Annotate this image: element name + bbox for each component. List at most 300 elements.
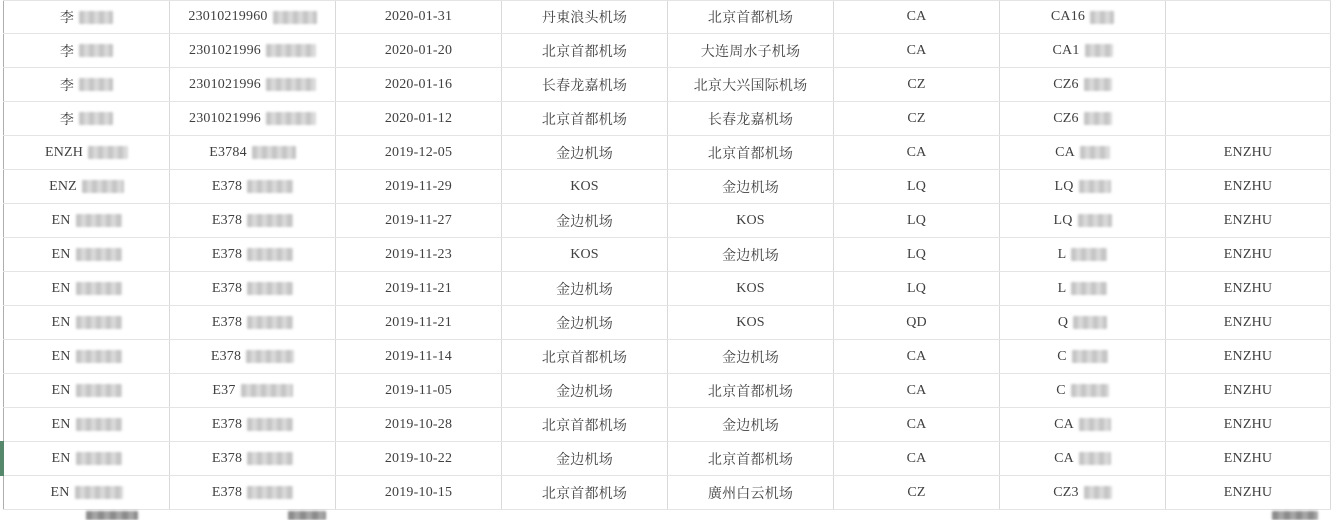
flight-number-text: L [1057, 280, 1067, 296]
id-number-text: 2301021996 [189, 110, 261, 126]
cell-arrival-airport[interactable] [667, 238, 833, 271]
arrival-airport-text: KOS [736, 314, 765, 330]
flight-date-text: 2019-11-21 [385, 280, 452, 296]
flight-number-text: LQ [1053, 212, 1073, 228]
cell-flight-number[interactable] [999, 102, 1165, 135]
cell-airline-code[interactable] [833, 272, 999, 305]
cell-departure-airport[interactable] [501, 204, 667, 237]
redaction-blur [1073, 316, 1107, 329]
departure-airport-text: 金边机场 [556, 214, 613, 230]
cell-id-number[interactable] [169, 170, 335, 203]
id-number-text: E378 [211, 314, 243, 330]
passenger-name-text: 李 [59, 11, 75, 26]
table-row[interactable] [3, 476, 1331, 510]
id-number-text: E378 [211, 484, 243, 500]
passenger-name-text: 李 [59, 112, 75, 128]
cell-passenger-name[interactable] [3, 1, 169, 33]
flight-number-text: L [1057, 246, 1067, 262]
redaction-blur [1071, 384, 1109, 397]
cell-flight-date[interactable] [335, 136, 501, 169]
cell-flight-date[interactable] [335, 238, 501, 271]
cell-id-number[interactable] [169, 1, 335, 33]
cell-flight-date[interactable] [335, 68, 501, 101]
cell-passenger-name[interactable] [3, 272, 169, 305]
name-en-text: ENZHU [1223, 280, 1273, 296]
cell-arrival-airport[interactable] [667, 374, 833, 407]
name-en-text: ENZHU [1223, 212, 1273, 228]
cell-departure-airport[interactable] [501, 1, 667, 33]
cell-arrival-airport[interactable] [667, 1, 833, 33]
redaction-blur [247, 418, 293, 431]
arrival-airport-text: KOS [736, 280, 765, 296]
departure-airport-text: 北京首都机场 [541, 486, 628, 502]
cell-arrival-airport[interactable] [667, 136, 833, 169]
airline-code-text: CA [906, 348, 927, 364]
redaction-blur [247, 248, 293, 261]
redaction-blur [241, 384, 293, 397]
flight-number-text: Q [1057, 314, 1069, 330]
name-en-text: ENZHU [1223, 314, 1273, 330]
cell-id-number[interactable] [169, 340, 335, 373]
cell-flight-number[interactable] [999, 374, 1165, 407]
passenger-name-text: ENZ [49, 178, 77, 194]
passenger-name-text: EN [51, 314, 71, 330]
redaction-blur [247, 282, 293, 295]
airline-code-text: LQ [906, 212, 927, 228]
flight-number-text: CZ6 [1053, 110, 1079, 126]
redaction-blur [79, 44, 113, 57]
airline-code-text: CZ [907, 110, 926, 126]
redaction-blur [1272, 511, 1318, 520]
cell-name-en[interactable] [1165, 476, 1331, 509]
flight-date-text: 2019-11-05 [385, 382, 452, 398]
cell-passenger-name[interactable] [3, 374, 169, 407]
cell-arrival-airport[interactable] [667, 340, 833, 373]
flight-number-text: C [1056, 382, 1066, 398]
redaction-blur [288, 511, 326, 520]
flight-date-text: 2019-12-05 [384, 144, 453, 160]
redaction-blur [75, 486, 123, 499]
cell-departure-airport[interactable] [501, 136, 667, 169]
flight-date-text: 2019-11-23 [385, 246, 452, 262]
redaction-blur [247, 486, 293, 499]
cell-flight-date[interactable] [335, 34, 501, 67]
arrival-airport-text: 北京首都机场 [707, 452, 794, 468]
cell-arrival-airport[interactable] [667, 102, 833, 135]
redaction-blur [76, 418, 122, 431]
passenger-name-text: EN [50, 484, 70, 500]
flight-date-text: 2020-01-31 [384, 9, 453, 24]
redaction-blur [266, 112, 316, 125]
airline-code-text: CA [906, 9, 927, 24]
cell-arrival-airport[interactable] [667, 272, 833, 305]
redaction-blur [76, 452, 122, 465]
redaction-blur [88, 146, 128, 159]
cell-flight-date[interactable] [335, 340, 501, 373]
departure-airport-text: 金边机场 [556, 316, 613, 332]
redaction-blur [76, 350, 122, 363]
departure-airport-text: KOS [570, 178, 599, 194]
cell-flight-number[interactable] [999, 306, 1165, 339]
arrival-airport-text: 大连周水子机场 [700, 44, 801, 60]
flight-number-text: CA [1054, 450, 1074, 466]
id-number-text: E378 [211, 416, 243, 432]
flight-table-body [3, 0, 1331, 510]
passenger-name-text: EN [51, 450, 71, 466]
table-row[interactable] [3, 102, 1331, 136]
cell-departure-airport[interactable] [501, 170, 667, 203]
redaction-blur [247, 180, 293, 193]
cell-passenger-name[interactable] [3, 476, 169, 509]
name-en-text: ENZHU [1223, 484, 1273, 500]
arrival-airport-text: 金边机场 [722, 350, 779, 366]
name-en-text: ENZHU [1223, 416, 1273, 432]
cell-id-number[interactable] [169, 68, 335, 101]
cell-departure-airport[interactable] [501, 442, 667, 475]
id-number-text: 2301021996 [189, 42, 261, 58]
cell-flight-number[interactable] [999, 170, 1165, 203]
flight-number-text: CA [1055, 144, 1075, 160]
cell-passenger-name[interactable] [3, 204, 169, 237]
redaction-blur [247, 452, 293, 465]
id-number-text: 2301021996 [189, 76, 261, 92]
table-row[interactable] [3, 408, 1331, 442]
cell-passenger-name[interactable] [3, 238, 169, 271]
cell-flight-number[interactable] [999, 476, 1165, 509]
cell-name-en[interactable] [1165, 136, 1331, 169]
table-row[interactable] [3, 34, 1331, 68]
cell-passenger-name[interactable] [3, 306, 169, 339]
passenger-name-text: 李 [59, 44, 75, 60]
name-en-text: ENZHU [1223, 450, 1273, 466]
cell-departure-airport[interactable] [501, 102, 667, 135]
cell-flight-date[interactable] [335, 306, 501, 339]
redaction-blur [247, 316, 293, 329]
redaction-blur [76, 282, 122, 295]
arrival-airport-text: 廣州白云机场 [707, 486, 794, 502]
flight-number-text: CZ6 [1053, 76, 1079, 92]
table-row[interactable] [3, 68, 1331, 102]
flight-date-text: 2020-01-20 [384, 42, 453, 58]
cell-airline-code[interactable] [833, 34, 999, 67]
cell-arrival-airport[interactable] [667, 170, 833, 203]
flight-number-text: C [1057, 348, 1067, 364]
cell-flight-date[interactable] [335, 442, 501, 475]
arrival-airport-text: 金边机场 [722, 180, 779, 196]
departure-airport-text: 北京首都机场 [541, 44, 628, 60]
cell-airline-code[interactable] [833, 238, 999, 271]
passenger-name-text: EN [51, 382, 71, 398]
table-row[interactable] [3, 272, 1331, 306]
cell-flight-number[interactable] [999, 442, 1165, 475]
flight-date-text: 2019-11-14 [385, 348, 452, 364]
cell-id-number[interactable] [169, 374, 335, 407]
cell-arrival-airport[interactable] [667, 68, 833, 101]
airline-code-text: LQ [906, 178, 927, 194]
cell-id-number[interactable] [169, 272, 335, 305]
cell-id-number[interactable] [169, 204, 335, 237]
redaction-blur [1079, 180, 1111, 193]
redaction-blur [86, 511, 138, 520]
cell-passenger-name[interactable] [3, 170, 169, 203]
arrival-airport-text: 北京首都机场 [707, 384, 794, 400]
flight-records-table [3, 0, 1331, 514]
table-row[interactable] [3, 204, 1331, 238]
passenger-name-text: EN [51, 280, 71, 296]
arrival-airport-text: 金边机场 [722, 418, 779, 434]
redaction-blur [266, 78, 316, 91]
cell-passenger-name[interactable] [3, 442, 169, 475]
id-number-text: E378 [211, 212, 243, 228]
name-en-text: ENZHU [1223, 144, 1273, 160]
redaction-blur [252, 146, 296, 159]
redaction-blur [76, 214, 122, 227]
passenger-name-text: EN [51, 416, 71, 432]
name-en-text: ENZHU [1223, 178, 1273, 194]
arrival-airport-text: KOS [736, 212, 765, 228]
cell-id-number[interactable] [169, 34, 335, 67]
flight-date-text: 2019-11-21 [385, 314, 452, 330]
cell-flight-date[interactable] [335, 476, 501, 509]
cell-airline-code[interactable] [833, 374, 999, 407]
departure-airport-text: 北京首都机场 [541, 350, 628, 366]
redaction-blur [79, 78, 113, 91]
cell-id-number[interactable] [169, 102, 335, 135]
departure-airport-text: KOS [570, 246, 599, 262]
airline-code-text: LQ [906, 280, 927, 296]
passenger-name-text: EN [51, 348, 71, 364]
arrival-airport-text: 北京首都机场 [707, 146, 794, 162]
id-number-text: E37 [212, 382, 236, 398]
cell-departure-airport[interactable] [501, 476, 667, 509]
cell-id-number[interactable] [169, 442, 335, 475]
cell-flight-number[interactable] [999, 408, 1165, 441]
cell-name-en[interactable] [1165, 442, 1331, 475]
cell-flight-number[interactable] [999, 1, 1165, 33]
arrival-airport-text: 北京首都机场 [707, 11, 794, 26]
cell-id-number[interactable] [169, 408, 335, 441]
cell-airline-code[interactable] [833, 102, 999, 135]
cell-airline-code[interactable] [833, 442, 999, 475]
id-number-text: E378 [210, 348, 242, 364]
id-number-text: E378 [211, 450, 243, 466]
redaction-blur [1085, 44, 1113, 57]
name-en-text: ENZHU [1223, 246, 1273, 262]
cell-arrival-airport[interactable] [667, 408, 833, 441]
cell-id-number[interactable] [169, 306, 335, 339]
cell-id-number[interactable] [169, 238, 335, 271]
cell-airline-code[interactable] [833, 68, 999, 101]
cell-name-en[interactable] [1165, 34, 1331, 67]
cell-name-en[interactable] [1165, 306, 1331, 339]
cell-name-en[interactable] [1165, 374, 1331, 407]
cell-arrival-airport[interactable] [667, 306, 833, 339]
arrival-airport-text: 长春龙嘉机场 [707, 112, 794, 128]
redaction-blur [76, 316, 122, 329]
cell-name-en[interactable] [1165, 1, 1331, 33]
cell-flight-date[interactable] [335, 272, 501, 305]
cell-name-en[interactable] [1165, 272, 1331, 305]
cell-arrival-airport[interactable] [667, 442, 833, 475]
cell-departure-airport[interactable] [501, 238, 667, 271]
table-row[interactable] [3, 170, 1331, 204]
cell-passenger-name[interactable] [3, 102, 169, 135]
cell-departure-airport[interactable] [501, 68, 667, 101]
redaction-blur [1084, 112, 1112, 125]
departure-airport-text: 北京首都机场 [541, 112, 628, 128]
flight-number-text: CA16 [1050, 9, 1086, 24]
cell-departure-airport[interactable] [501, 408, 667, 441]
table-row[interactable] [3, 442, 1331, 476]
cell-flight-number[interactable] [999, 238, 1165, 271]
table-row[interactable] [3, 238, 1331, 272]
cell-flight-number[interactable] [999, 340, 1165, 373]
airline-code-text: CZ [907, 484, 926, 500]
cell-passenger-name[interactable] [3, 68, 169, 101]
cell-passenger-name[interactable] [3, 408, 169, 441]
cell-name-en[interactable] [1165, 408, 1331, 441]
redaction-blur [79, 112, 113, 125]
id-number-text: 23010219960 [188, 9, 268, 24]
departure-airport-text: 长春龙嘉机场 [541, 78, 628, 94]
cell-passenger-name[interactable] [3, 340, 169, 373]
flight-date-text: 2019-10-28 [384, 416, 453, 432]
id-number-text: E378 [211, 246, 243, 262]
redaction-blur [266, 44, 316, 57]
redaction-blur [1078, 214, 1112, 227]
redaction-blur [1080, 146, 1110, 159]
redaction-blur [246, 350, 294, 363]
table-row[interactable] [3, 306, 1331, 340]
cell-airline-code[interactable] [833, 306, 999, 339]
airline-code-text: LQ [906, 246, 927, 262]
flight-number-text: CZ3 [1053, 484, 1079, 500]
table-row[interactable] [3, 0, 1331, 34]
airline-code-text: CA [906, 450, 927, 466]
table-row[interactable] [3, 374, 1331, 408]
departure-airport-text: 金边机场 [556, 452, 613, 468]
flight-date-text: 2020-01-16 [384, 76, 453, 92]
cell-flight-number[interactable] [999, 136, 1165, 169]
id-number-text: E378 [211, 280, 243, 296]
cell-name-en[interactable] [1165, 340, 1331, 373]
arrival-airport-text: 金边机场 [722, 248, 779, 264]
passenger-name-text: EN [51, 246, 71, 262]
departure-airport-text: 金边机场 [556, 384, 613, 400]
redaction-blur [1084, 486, 1112, 499]
cell-airline-code[interactable] [833, 340, 999, 373]
flight-number-text: LQ [1054, 178, 1074, 194]
cell-airline-code[interactable] [833, 170, 999, 203]
redaction-blur [1090, 11, 1114, 24]
name-en-text: ENZHU [1223, 348, 1273, 364]
departure-airport-text: 金边机场 [556, 282, 613, 298]
airline-code-text: QD [906, 314, 927, 330]
airline-code-text: CA [906, 42, 927, 58]
redaction-blur [1079, 452, 1111, 465]
cell-id-number[interactable] [169, 476, 335, 509]
redaction-blur [1071, 248, 1107, 261]
arrival-airport-text: 北京大兴国际机场 [693, 78, 808, 94]
cell-departure-airport[interactable] [501, 340, 667, 373]
cell-airline-code[interactable] [833, 408, 999, 441]
redaction-blur [1084, 78, 1112, 91]
cell-flight-number[interactable] [999, 68, 1165, 101]
airline-code-text: CZ [907, 76, 926, 92]
table-row[interactable] [3, 340, 1331, 374]
cell-arrival-airport[interactable] [667, 476, 833, 509]
cell-arrival-airport[interactable] [667, 34, 833, 67]
cell-departure-airport[interactable] [501, 272, 667, 305]
cell-name-en[interactable] [1165, 68, 1331, 101]
cell-flight-number[interactable] [999, 272, 1165, 305]
departure-airport-text: 金边机场 [556, 146, 613, 162]
cell-name-en[interactable] [1165, 102, 1331, 135]
cell-flight-date[interactable] [335, 204, 501, 237]
airline-code-text: CA [906, 382, 927, 398]
flight-date-text: 2019-11-27 [385, 212, 452, 228]
redaction-blur [1079, 418, 1111, 431]
airline-code-text: CA [906, 416, 927, 432]
cell-departure-airport[interactable] [501, 306, 667, 339]
cell-flight-date[interactable] [335, 102, 501, 135]
departure-airport-text: 丹東浪头机场 [541, 11, 628, 26]
table-row[interactable] [3, 136, 1331, 170]
cell-id-number[interactable] [169, 136, 335, 169]
cell-airline-code[interactable] [833, 476, 999, 509]
airline-code-text: CA [906, 144, 927, 160]
cell-name-en[interactable] [1165, 238, 1331, 271]
id-number-text: E378 [211, 178, 243, 194]
departure-airport-text: 北京首都机场 [541, 418, 628, 434]
flight-number-text: CA1 [1052, 42, 1080, 58]
redaction-blur [1072, 350, 1108, 363]
cell-passenger-name[interactable] [3, 34, 169, 67]
cell-airline-code[interactable] [833, 204, 999, 237]
redaction-blur [247, 214, 293, 227]
passenger-name-text: 李 [59, 78, 75, 94]
cell-name-en[interactable] [1165, 204, 1331, 237]
redaction-blur [82, 180, 124, 193]
cell-departure-airport[interactable] [501, 34, 667, 67]
cell-departure-airport[interactable] [501, 374, 667, 407]
cell-passenger-name[interactable] [3, 136, 169, 169]
redaction-blur [1071, 282, 1107, 295]
cell-flight-number[interactable] [999, 34, 1165, 67]
redaction-blur [79, 11, 113, 24]
flight-number-text: CA [1054, 416, 1074, 432]
cell-flight-date[interactable] [335, 374, 501, 407]
redaction-blur [273, 11, 317, 24]
cell-flight-date[interactable] [335, 408, 501, 441]
passenger-name-text: ENZH [44, 144, 84, 160]
cell-name-en[interactable] [1165, 170, 1331, 203]
cell-flight-number[interactable] [999, 204, 1165, 237]
id-number-text: E3784 [209, 144, 247, 160]
partial-next-row [3, 510, 1331, 514]
cell-arrival-airport[interactable] [667, 204, 833, 237]
passenger-name-text: EN [51, 212, 71, 228]
cell-airline-code[interactable] [833, 136, 999, 169]
flight-date-text: 2019-10-15 [384, 484, 453, 500]
name-en-text: ENZHU [1223, 382, 1273, 398]
cell-flight-date[interactable] [335, 1, 501, 33]
cell-airline-code[interactable] [833, 1, 999, 33]
redaction-blur [76, 384, 122, 397]
flight-date-text: 2019-11-29 [385, 178, 452, 194]
cell-flight-date[interactable] [335, 170, 501, 203]
redaction-blur [76, 248, 122, 261]
